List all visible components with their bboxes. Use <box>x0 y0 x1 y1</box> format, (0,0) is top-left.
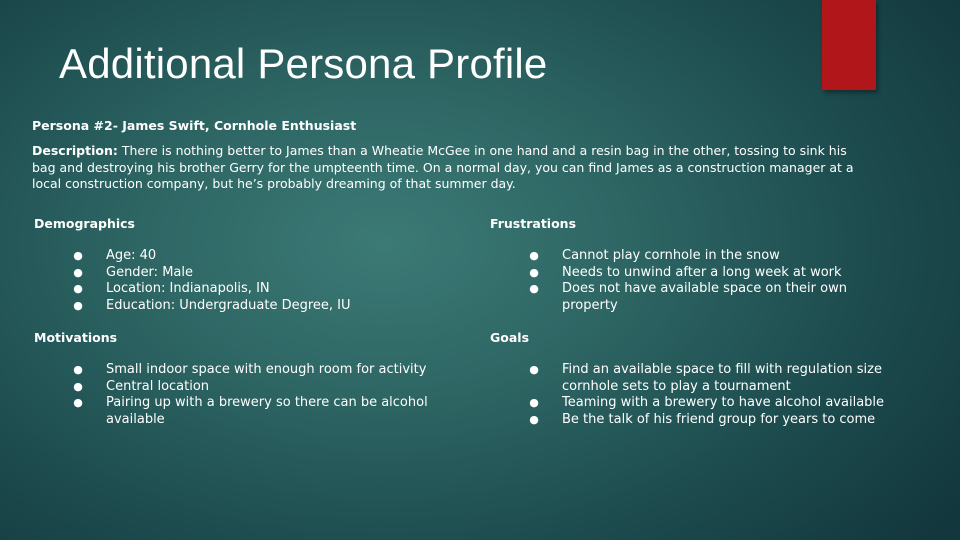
list-item <box>72 298 452 315</box>
demographics-list <box>72 248 452 314</box>
list-item-text: Gender: Male <box>106 264 193 280</box>
bullet-dot-icon: ● <box>529 265 539 279</box>
list-item-text: Teaming with a brewery to have alcohol available <box>562 395 885 410</box>
persona-heading: Persona #2- James Swift, Cornhole Enthusiast <box>32 118 357 133</box>
list-item-text: Education: Undergraduate Degree, IU <box>106 297 351 313</box>
list-item <box>528 362 910 395</box>
bullet-dot-icon: ● <box>529 249 539 262</box>
list-item <box>72 362 462 379</box>
bullet-dot-icon: ● <box>73 282 83 295</box>
bullet-dot-icon: ● <box>529 412 539 426</box>
list-item <box>72 281 452 298</box>
accent-bar <box>822 0 876 90</box>
list-item <box>528 395 910 412</box>
bullet-dot-icon: ● <box>529 282 539 295</box>
bullet-dot-icon: ● <box>73 363 83 376</box>
bullet-dot-icon: ● <box>73 396 83 409</box>
list-item <box>528 265 890 282</box>
list-item <box>528 281 890 314</box>
slide-title: Additional Persona Profile <box>59 40 548 87</box>
list-item-text: Does not have available space on their own property <box>562 281 847 313</box>
list-item-text: Central location <box>106 378 210 394</box>
demographics-heading: Demographics <box>34 216 135 231</box>
list-item-text: Find an available space to fill with regulation size cornhole sets to play a tournament <box>562 362 882 394</box>
bullet-dot-icon: ● <box>529 363 539 376</box>
motivations-list <box>72 362 462 428</box>
frustrations-heading: Frustrations <box>490 216 577 231</box>
bullet-dot-icon: ● <box>529 396 539 409</box>
list-item <box>528 412 910 429</box>
list-item <box>72 265 452 282</box>
bullet-dot-icon: ● <box>73 298 83 312</box>
bullet-dot-icon: ● <box>73 379 83 393</box>
list-item-text: Needs to unwind after a long week at work <box>562 264 842 280</box>
list-item <box>72 248 452 265</box>
list-item-text: Pairing up with a brewery so there can be alcohol available <box>106 395 428 427</box>
list-item-text: Be the talk of his friend group for years to come <box>562 411 876 427</box>
goals-list <box>528 362 910 428</box>
motivations-heading: Motivations <box>34 330 118 345</box>
frustrations-list <box>528 248 890 314</box>
list-item-text: Small indoor space with enough room for activity <box>106 362 427 377</box>
list-item-text: Cannot play cornhole in the snow <box>562 248 780 263</box>
list-item-text: Age: 40 <box>106 248 157 263</box>
list-item <box>72 379 462 396</box>
description-label: Description: <box>32 143 118 158</box>
persona-description <box>32 143 862 193</box>
goals-heading: Goals <box>490 330 530 345</box>
bullet-dot-icon: ● <box>73 265 83 279</box>
description-text: There is nothing better to James than a Wheatie McGee in one hand and a resin bag in the other, tossing to sink his bag and destroying his brother Gerry for the umpteenth time. On a normal day, you can find James as a construction manager at a local construction company, but he’s probably dreaming of that summer day. <box>32 143 854 191</box>
list-item <box>528 248 890 265</box>
list-item-text: Location: Indianapolis, IN <box>106 281 270 296</box>
bullet-dot-icon: ● <box>73 249 83 262</box>
list-item <box>72 395 462 428</box>
